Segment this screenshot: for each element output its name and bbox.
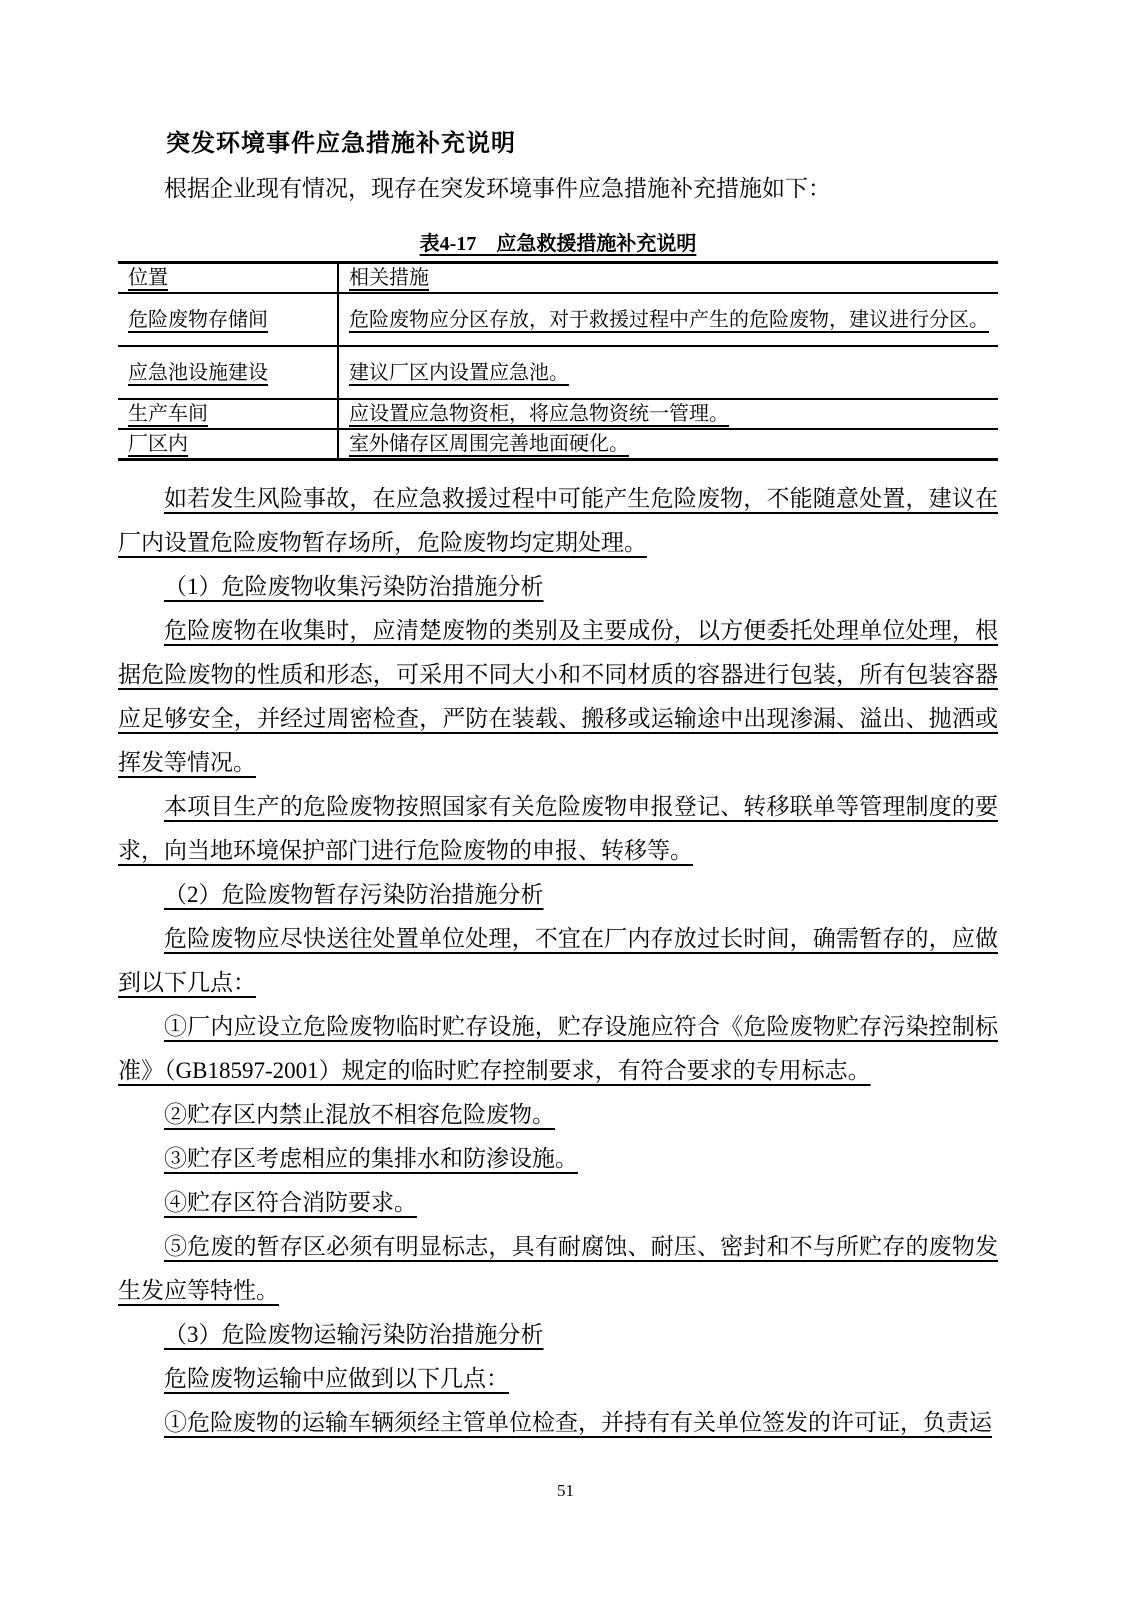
paragraph: 危险废物运输中应做到以下几点： bbox=[164, 1366, 509, 1391]
cell-measure: 应设置应急物资柜，将应急物资统一管理。 bbox=[349, 403, 729, 425]
cell-measure: 建议厂区内设置应急池。 bbox=[349, 361, 569, 384]
list-item: ⑤危废的暂存区必须有明显标志，具有耐腐蚀、耐压、密封和不与所贮存的废物发生发应等特性。 bbox=[118, 1234, 998, 1303]
page-number: 51 bbox=[557, 1481, 574, 1500]
column-header-location: 位置 bbox=[118, 263, 338, 294]
cell-location: 应急池设施建设 bbox=[118, 346, 338, 399]
sub-section-heading: （3）危险废物运输污染防治措施分析 bbox=[164, 1322, 544, 1347]
cell-measure: 室外储存区周围完善地面硬化。 bbox=[349, 433, 629, 455]
paragraph: 本项目生产的危险废物按照国家有关危险废物申报登记、转移联单等管理制度的要求，向当地环境保护部门进行危险废物的申报、转移等。 bbox=[118, 794, 998, 863]
table-header-row bbox=[118, 263, 998, 294]
sub-section-heading: （1）危险废物收集污染防治措施分析 bbox=[164, 574, 544, 599]
measures-table bbox=[118, 261, 998, 461]
list-item: ①危险废物的运输车辆须经主管单位检查，并持有有关单位签发的许可证，负责运 bbox=[164, 1410, 992, 1435]
sub-section-heading: （2）危险废物暂存污染防治措施分析 bbox=[164, 882, 544, 907]
section-heading: 突发环境事件应急措施补充说明 bbox=[166, 131, 516, 157]
cell-location: 生产车间 bbox=[118, 399, 338, 429]
paragraph: 危险废物在收集时，应清楚废物的类别及主要成份，以方便委托处理单位处理，根据危险废物的性质和形态，可采用不同大小和不同材质的容器进行包装，所有包装容器应足够安全，并经过周密检查，严防在装载、搬移或运输途中出现渗漏、溢出、抛洒或挥发等情况。 bbox=[118, 618, 998, 775]
paragraph: 如若发生风险事故，在应急救援过程中可能产生危险废物，不能随意处置，建议在厂内设置危险废物暂存场所，危险废物均定期处理。 bbox=[118, 486, 998, 555]
list-item: ①厂内应设立危险废物临时贮存设施，贮存设施应符合《危险废物贮存污染控制标准》（GB18597-2001）规定的临时贮存控制要求，有符合要求的专用标志。 bbox=[118, 1014, 998, 1083]
list-item: ②贮存区内禁止混放不相容危险废物。 bbox=[164, 1102, 555, 1127]
table-row bbox=[118, 293, 998, 346]
list-item: ③贮存区考虑相应的集排水和防渗设施。 bbox=[164, 1146, 578, 1171]
list-item: ④贮存区符合消防要求。 bbox=[164, 1190, 417, 1215]
table-row bbox=[118, 399, 998, 429]
intro-paragraph: 根据企业现有情况，现存在突发环境事件应急措施补充措施如下： bbox=[164, 176, 831, 201]
table-row bbox=[118, 429, 998, 460]
table-row bbox=[118, 346, 998, 399]
cell-location: 危险废物存储间 bbox=[118, 293, 338, 346]
table-caption: 表4-17 应急救援措施补充说明 bbox=[419, 233, 697, 255]
paragraph: 危险废物应尽快送往处置单位处理，不宜在厂内存放过长时间，确需暂存的，应做到以下几点： bbox=[118, 926, 998, 995]
page-content bbox=[118, 0, 998, 1445]
column-header-measure: 相关措施 bbox=[349, 267, 429, 289]
cell-measure: 危险废物应分区存放，对于救援过程中产生的危险废物，建议进行分区。 bbox=[349, 308, 989, 331]
cell-location: 厂区内 bbox=[118, 429, 338, 460]
